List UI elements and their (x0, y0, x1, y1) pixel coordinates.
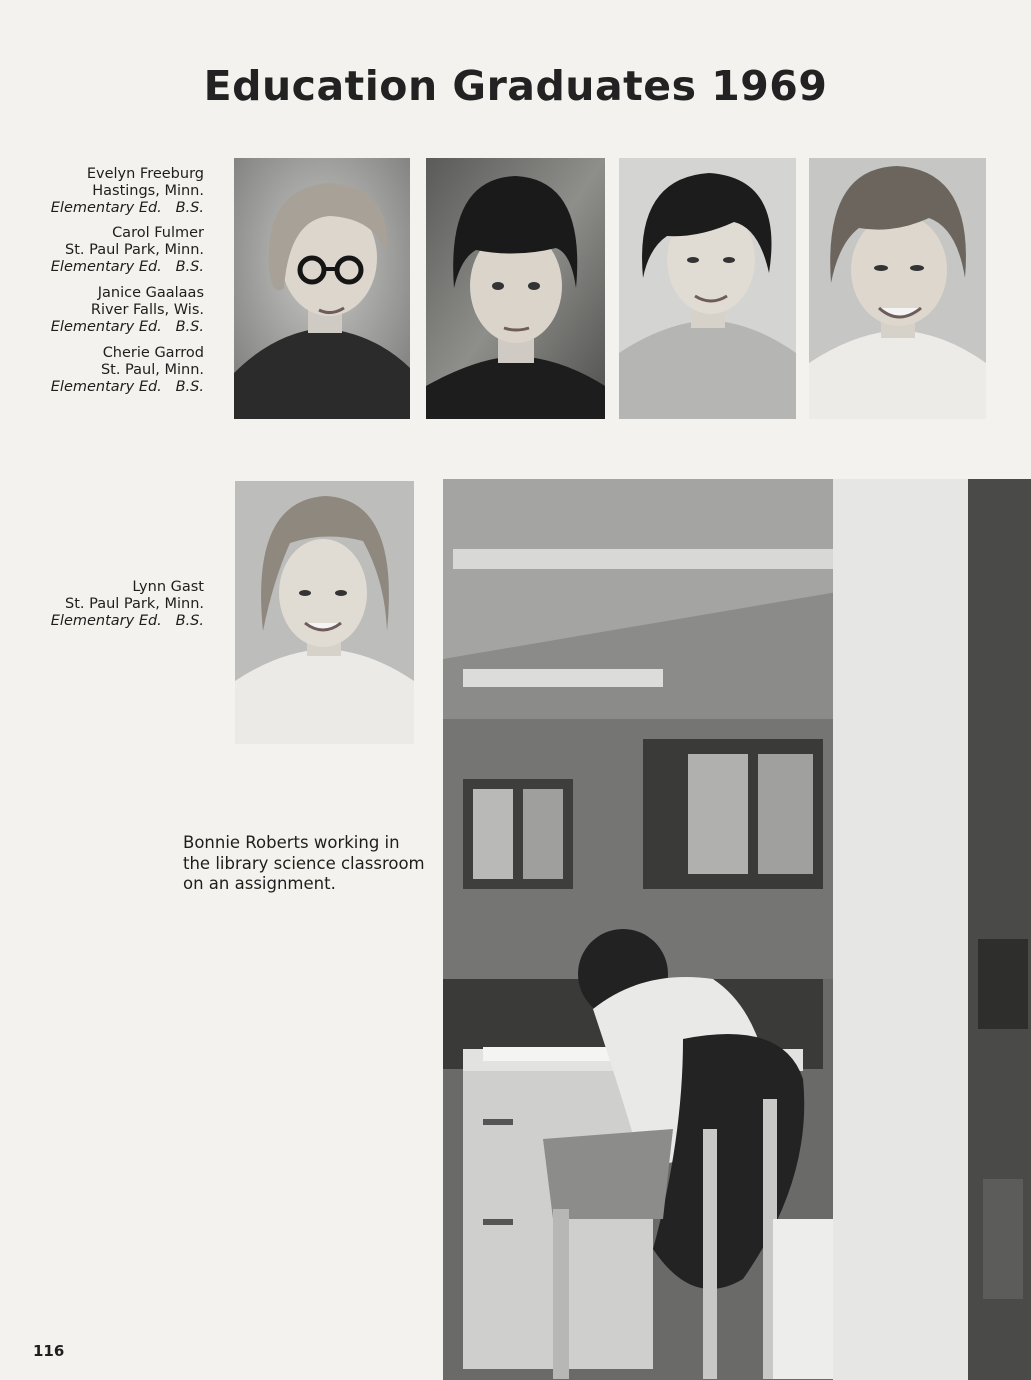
portrait-photo (426, 158, 605, 419)
graduate-credential (40, 379, 204, 396)
library-classroom-photo (443, 479, 1031, 1380)
graduate-major: Elementary Ed. (50, 259, 162, 275)
graduate-name: Lynn Gast (132, 579, 204, 595)
caption-line: the library science classroom (183, 853, 425, 873)
photo-caption (183, 833, 433, 895)
graduate-degree: B.S. (175, 613, 204, 629)
graduate-major: Elementary Ed. (50, 613, 162, 629)
portrait-photo (234, 158, 410, 419)
graduate-name: Evelyn Freeburg (86, 166, 204, 182)
portrait-photo (235, 481, 414, 744)
graduate-name: Janice Gaalaas (97, 285, 204, 301)
graduate-major: Elementary Ed. (50, 200, 162, 216)
graduate-entry (40, 579, 204, 630)
graduate-hometown: Hastings, Minn. (92, 183, 204, 199)
graduate-degree: B.S. (175, 319, 204, 335)
graduate-credential (40, 259, 204, 276)
graduate-degree: B.S. (175, 259, 204, 275)
page-title: Education Graduates 1969 (203, 62, 828, 110)
graduate-hometown: River Falls, Wis. (90, 302, 204, 318)
graduate-credential (40, 319, 204, 336)
caption-line: Bonnie Roberts working in (183, 833, 400, 852)
graduate-hometown: St. Paul Park, Minn. (65, 242, 204, 258)
graduate-hometown: St. Paul, Minn. (100, 362, 204, 378)
graduate-hometown: St. Paul Park, Minn. (65, 596, 204, 612)
page-number: 116 (33, 1342, 65, 1360)
graduate-major: Elementary Ed. (50, 379, 162, 395)
portrait-photo (619, 158, 796, 419)
graduate-credential (40, 200, 204, 217)
graduate-entry (40, 166, 204, 217)
graduate-entry (40, 225, 204, 276)
portrait-photo (809, 158, 986, 419)
graduate-entry (40, 345, 204, 396)
graduate-major: Elementary Ed. (50, 319, 162, 335)
caption-line: on an assignment. (183, 874, 336, 893)
graduate-degree: B.S. (175, 200, 204, 216)
graduate-entry (40, 285, 204, 336)
graduate-name: Cherie Garrod (102, 345, 204, 361)
graduate-credential (40, 613, 204, 630)
graduate-name: Carol Fulmer (112, 225, 204, 241)
graduate-degree: B.S. (175, 379, 204, 395)
